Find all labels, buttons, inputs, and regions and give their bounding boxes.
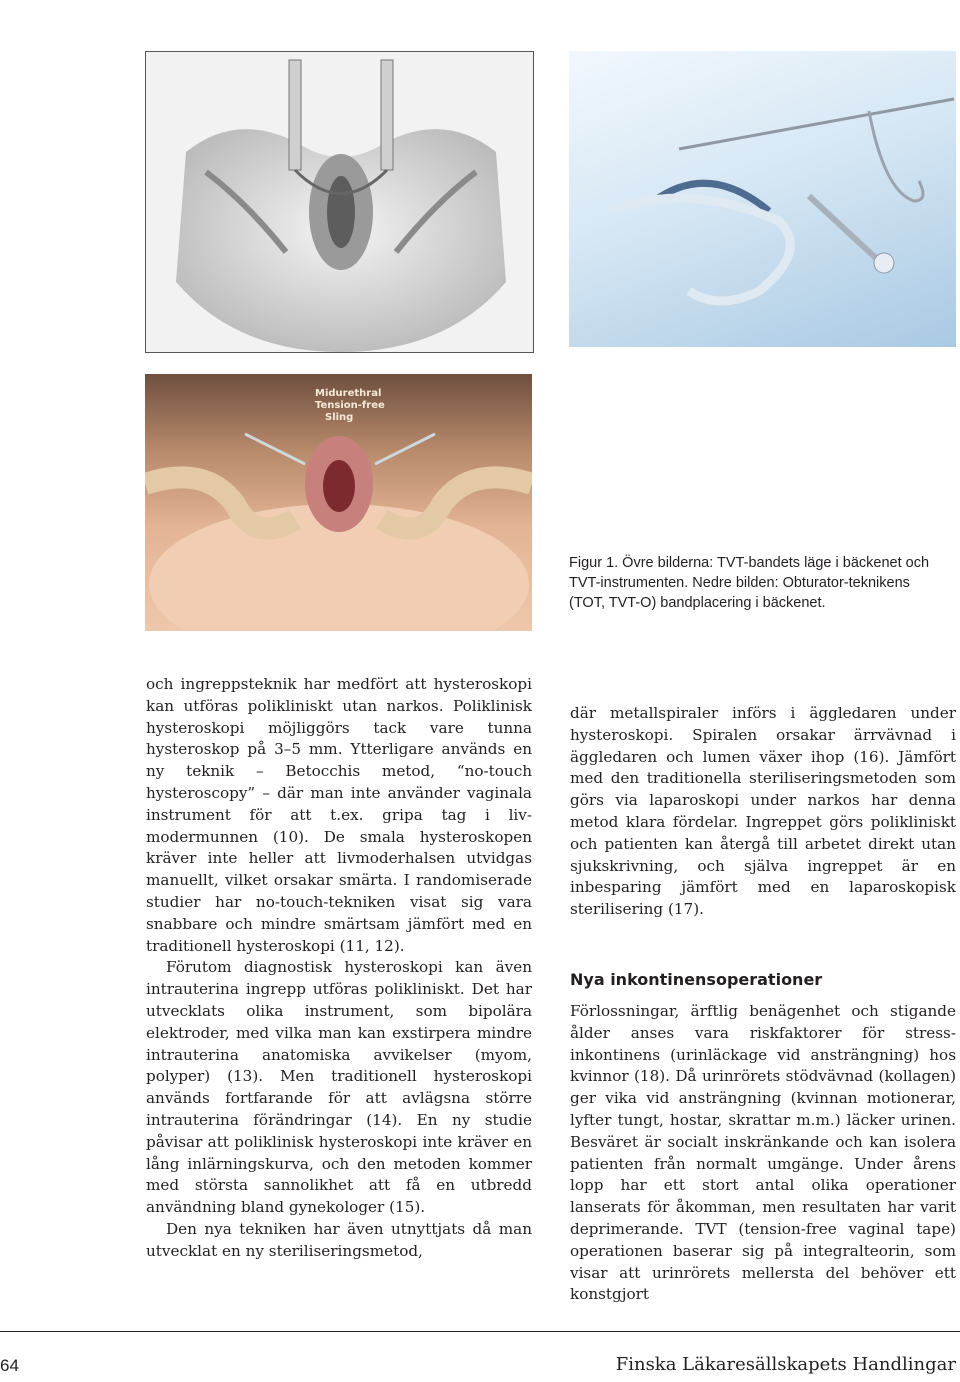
left-paragraph-3: Den nya tekniken har även utnyttjats då man utvecklat en ny steriliseringsmetod, [146,1219,532,1260]
right-paragraph-1: där metallspiraler införs i äggledaren under hysteroskopi. Spiralen orsakar ärrvävnad i äggledaren och lumen växer ihop (16). Jämfört med den traditionella steriliseringsmetoden som görs via laparoskopi under narkos har denna metod klara fördelar. Ingreppet görs polikliniskt och patienten kan återgå till arbetet direkt utan sjukskrivning, och själva ingreppet är en inbesparing jämfört med en laparoskopisk sterilisering (17). [570,704,956,919]
obturator-pelvis-illustration [145,374,532,631]
sling-label-line-2: Tension-free [315,400,385,411]
left-column [146,674,532,1263]
tvt-pelvis-illustration [145,51,534,353]
sling-label-line-1: Midurethral [315,388,382,399]
right-column [570,703,956,1306]
left-paragraph-1: och ingreppsteknik har medfört att hysteroskopi kan utföras polikliniskt utan narkos. Poliklinisk hysteroskopi möjliggörs tack vare tunna hysteroskop på 3–5 mm. Ytterligare används en ny teknik – Betocchis metod, “no-touch hysteroscopy” – där man inte använder vaginala instrument för att t.ex. gripa tag i livmodermunnen (10). De smala hysteroskopen kräver inte heller att livmoderhalsen utvidgas manuellt, vilket orsakar smärta. I randomiserade studier har no-touch-tekniken visat sig vara snabbare och mindre smärtsam jämfört med en traditionell hysteroskopi (11, 12). [146,675,532,955]
tvt-instruments-photo [569,51,956,347]
right-paragraph-2: Förlossningar, ärftlig benägenhet och stigande ålder anses vara riskfaktorer för stressinkontinens (urinläckage vid ansträngning) hos kvinnor (18). Då urinrörets stödvävnad (kollagen) ger vika vid ansträngning (kvinnan motionerar, lyfter tungt, hostar, skrattar m.m.) läcker urinen. Besväret är socialt inskränkande och kan isolera patienten från normalt umgänge. Under årens lopp har ett stort antal olika operationer lanserats för åkomman, men resultaten har varit deprimerande. TVT (tension-free vaginal tape) operationen baserar sig på integralteorin, som visar att urinrörets mellersta del behöver ett konstgjort [570,1001,956,1304]
section-heading: Nya inkontinensoperationer [570,969,823,989]
journal-title: Finska Läkaresällskapets Handlingar [615,1354,956,1375]
figure-caption: Figur 1. Övre bilderna: TVT-bandets läge i bäckenet och TVT-instrumenten. Nedre bilden: Obturator-teknikens (TOT, TVT-O) bandplacering i bäckenet. [569,555,930,611]
sling-label-line-3: Sling [325,412,354,423]
page-number: 64 [0,1356,19,1375]
svg-text:Midurethral Tension-free [315,388,388,423]
left-paragraph-2: Förutom diagnostisk hysteroskopi kan även intrauterina ingrepp utföras polikliniskt. Det har utvecklats olika instrument, som bipolära elektroder, med vilka man kan exstirpera mindre intrauterina anatomiska avvikelser (myom, polyper) (13). Men traditionell hysteroskopi används fortfarande för att avlägsna större intrauterina förändringar (14). En ny studie påvisar att poliklinisk hysteroskopi inte kräver en lång inlärningskurva, och den metoden kommer med största sannolikhet att få en utbredd användning bland gynekologer (15). [146,958,532,1217]
footer-rule [0,1331,960,1332]
